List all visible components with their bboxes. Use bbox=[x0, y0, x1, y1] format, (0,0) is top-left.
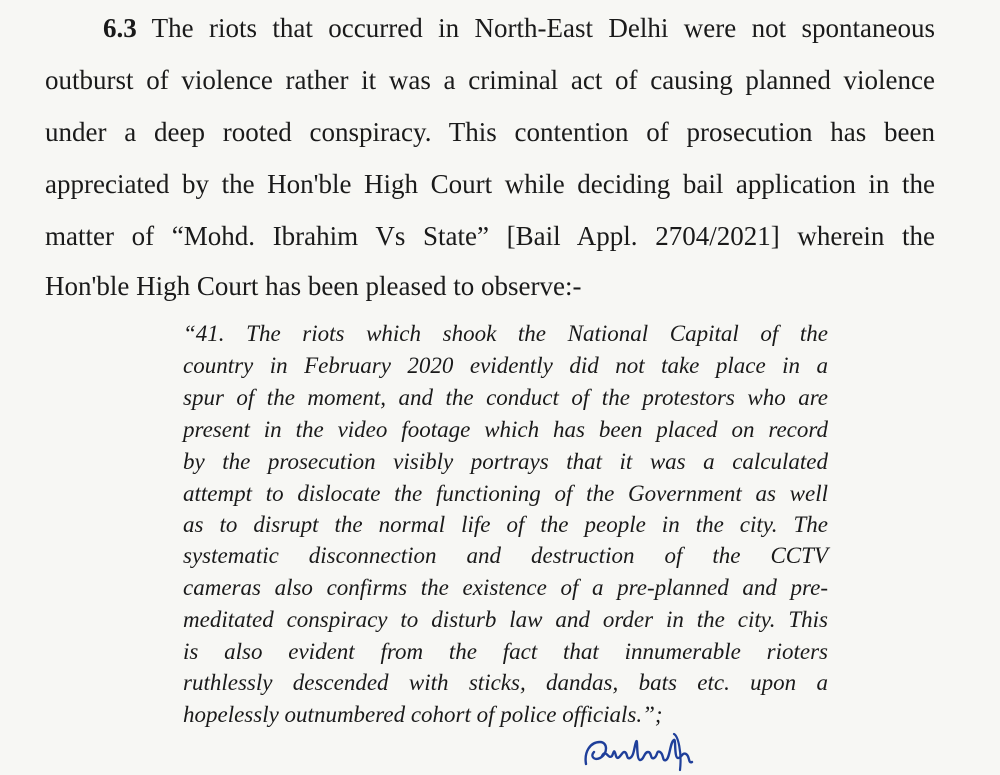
paragraph-line-3: under a deep rooted conspiracy. This contention of prosecution has been bbox=[45, 117, 935, 147]
quote-line-4: present in the video footage which has been placed on record bbox=[183, 417, 828, 442]
paragraph-line-6: Hon'ble High Court has been pleased to observe:- bbox=[45, 271, 582, 301]
signature-stroke bbox=[586, 740, 692, 764]
paragraph-line-1-text: The riots that occurred in North-East Delhi were not spontaneous bbox=[151, 13, 935, 43]
section-number: 6.3 bbox=[103, 13, 137, 43]
quote-line-8: systematic disconnection and destruction of the CCTV bbox=[183, 543, 828, 568]
paragraph-line-5: matter of “Mohd. Ibrahim Vs State” [Bail Appl. 2704/2021] wherein the bbox=[45, 221, 935, 251]
paragraph-line-2: outburst of violence rather it was a criminal act of causing planned violence bbox=[45, 65, 935, 95]
paragraph-line-1 bbox=[103, 12, 935, 44]
quote-line-11: is also evident from the fact that innumerable rioters bbox=[183, 639, 828, 664]
quote-line-2: country in February 2020 evidently did not take place in a bbox=[183, 353, 828, 378]
quote-line-1: “41. The riots which shook the National Capital of the bbox=[183, 321, 828, 346]
quote-line-10: meditated conspiracy to disturb law and order in the city. This bbox=[183, 607, 828, 632]
quote-line-5: by the prosecution visibly portrays that it was a calculated bbox=[183, 449, 828, 474]
quote-line-9: cameras also confirms the existence of a pre-planned and pre- bbox=[183, 575, 828, 600]
quote-line-6: attempt to dislocate the functioning of the Government as well bbox=[183, 481, 828, 506]
quote-line-7: as to disrupt the normal life of the people in the city. The bbox=[183, 512, 828, 537]
quote-line-3: spur of the moment, and the conduct of the protestors who are bbox=[183, 385, 828, 410]
quote-line-13: hopelessly outnumbered cohort of police officials.”; bbox=[183, 702, 663, 727]
handwritten-signature-icon bbox=[578, 712, 708, 775]
quote-line-12: ruthlessly descended with sticks, dandas, bats etc. upon a bbox=[183, 670, 828, 695]
paragraph-line-4: appreciated by the Hon'ble High Court while deciding bail application in the bbox=[45, 169, 935, 199]
